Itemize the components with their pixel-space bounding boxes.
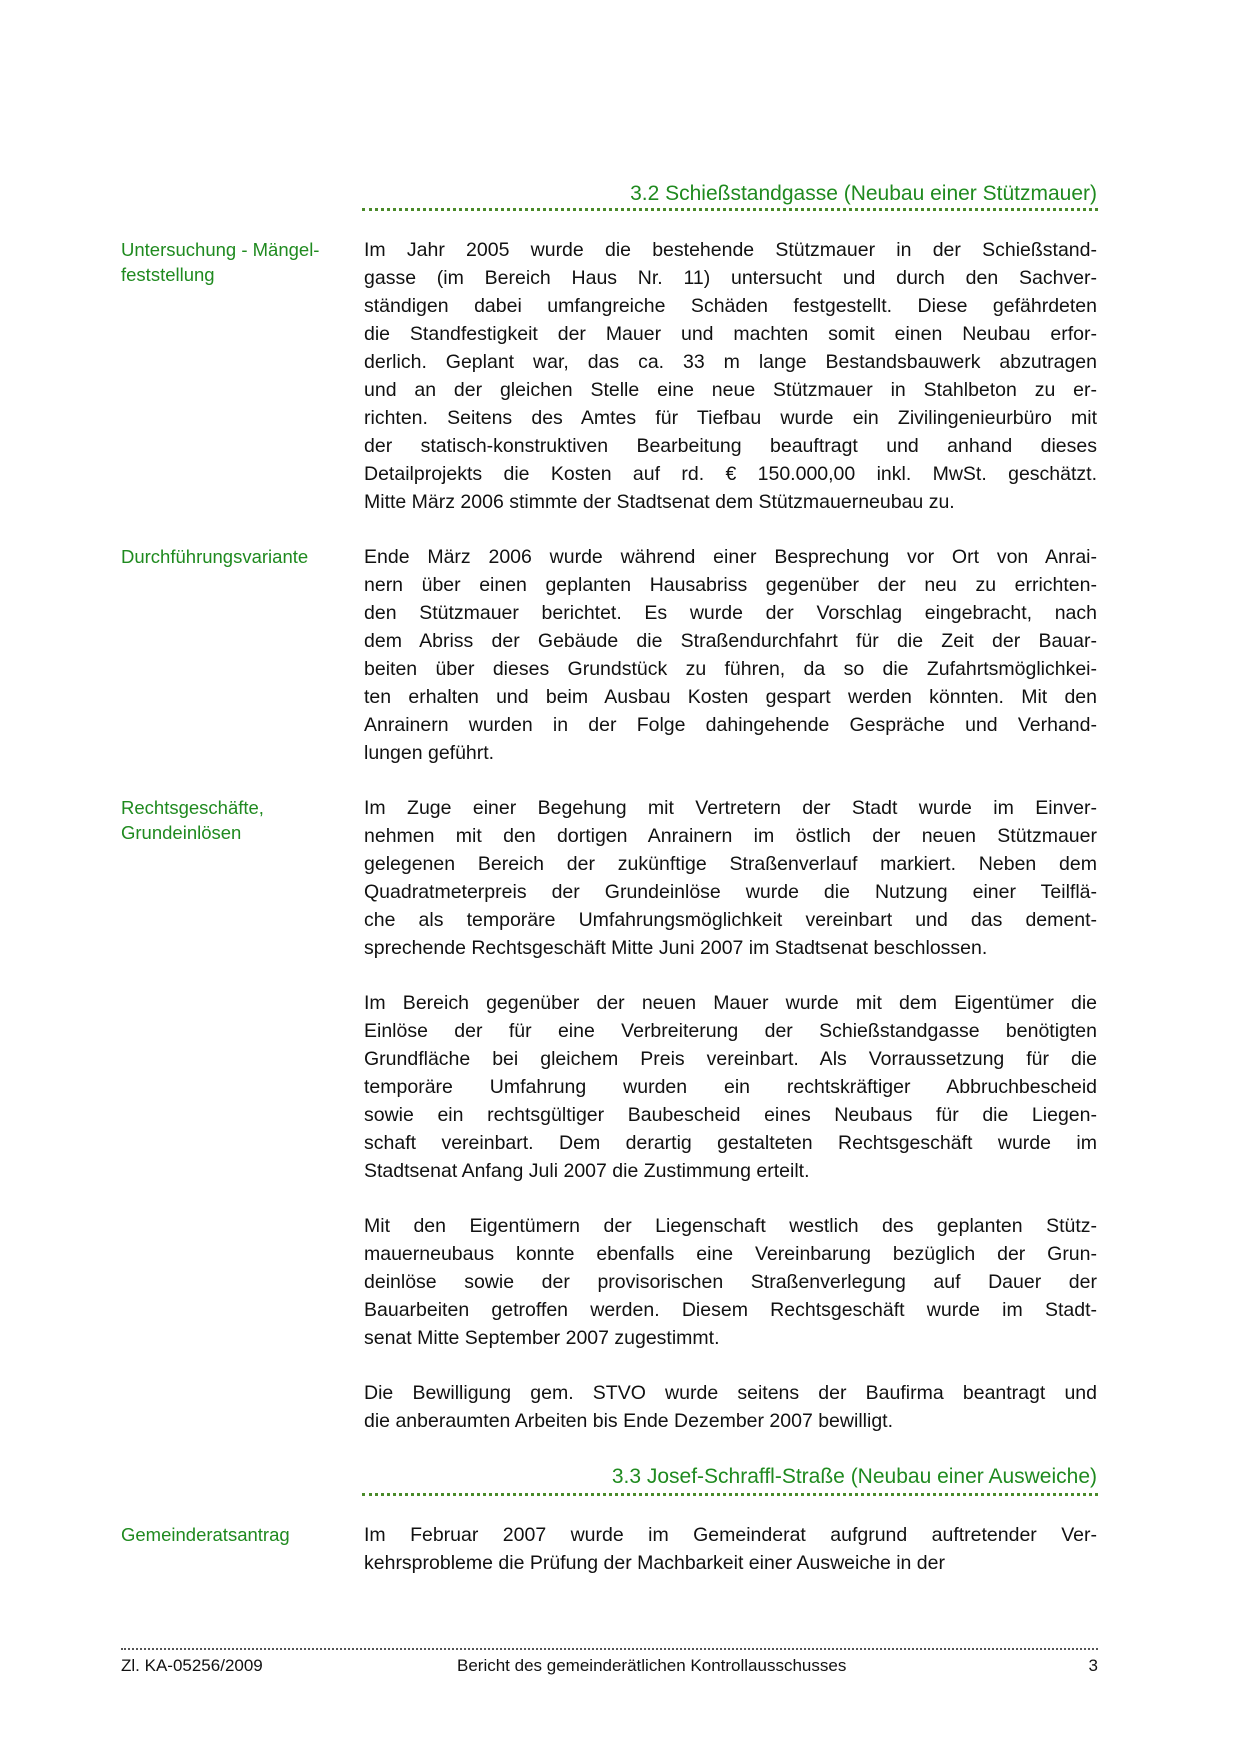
paragraph (364, 543, 1097, 767)
paragraph-line: die Standfestigkeit der Mauer und machten somit einen Neubau erfor- (364, 323, 1097, 345)
page-number: 3 (1088, 1656, 1098, 1675)
label-line: Gemeinderatsantrag (121, 1524, 290, 1545)
paragraph-line: Grundfläche bei gleichem Preis vereinbart. Als Vorraussetzung für die (364, 1048, 1097, 1070)
paragraph-line: sowie ein rechtsgültiger Baubescheid eines Neubaus für die Liegen- (364, 1104, 1097, 1126)
paragraph (364, 236, 1097, 516)
paragraph-line: Im Februar 2007 wurde im Gemeinderat aufgrund auftretender Ver- (364, 1524, 1097, 1546)
paragraph-line: dem Abriss der Gebäude die Straßendurchfahrt für die Zeit der Bauar- (364, 630, 1097, 652)
margin-label-gemeinderatsantrag (121, 1522, 351, 1547)
paragraph-line: deinlöse sowie der provisorischen Straßenverlegung auf Dauer der (364, 1271, 1097, 1293)
section-heading-3-2: 3.2 Schießstandgasse (Neubau einer Stützmauer) (630, 182, 1097, 205)
paragraph-line: senat Mitte September 2007 zugestimmt. (364, 1327, 720, 1349)
label-line: Durchführungsvariante (121, 546, 309, 567)
paragraph-line: temporäre Umfahrung wurden ein rechtskräftiger Abbruchbescheid (364, 1076, 1097, 1098)
paragraph (364, 1379, 1097, 1435)
paragraph-line: Bauarbeiten getroffen werden. Diesem Rechtsgeschäft wurde im Stadt- (364, 1299, 1097, 1321)
margin-label-durchfuehrungsvariante (121, 544, 351, 569)
paragraph-line: Im Zuge einer Begehung mit Vertretern der Stadt wurde im Einver- (364, 797, 1097, 819)
paragraph-line: Einlöse der für eine Verbreiterung der Schießstandgasse benötigten (364, 1020, 1097, 1042)
label-line: Rechtsgeschäfte, (121, 797, 264, 818)
paragraph (364, 989, 1097, 1185)
heading-divider (362, 1493, 1098, 1496)
paragraph-line: und an der gleichen Stelle eine neue Stützmauer in Stahlbeton zu er- (364, 379, 1097, 401)
paragraph-line: che als temporäre Umfahrungsmöglichkeit vereinbart und das dement- (364, 909, 1097, 931)
paragraph-line: Stadtsenat Anfang Juli 2007 die Zustimmung erteilt. (364, 1160, 810, 1182)
paragraph-line: lungen geführt. (364, 742, 495, 764)
footer-divider (121, 1648, 1098, 1650)
section-heading-3-3: 3.3 Josef-Schraffl-Straße (Neubau einer Ausweiche) (611, 1465, 1097, 1488)
paragraph-line: die anberaumten Arbeiten bis Ende Dezember 2007 bewilligt. (364, 1410, 893, 1432)
paragraph-line: gasse (im Bereich Haus Nr. 11) untersucht und durch den Sachver- (364, 267, 1097, 289)
paragraph-line: Im Jahr 2005 wurde die bestehende Stützmauer in der Schießstand- (364, 239, 1097, 261)
footer-title: Bericht des gemeinderätlichen Kontrollausschusses (457, 1656, 847, 1675)
paragraph-line: Detailprojekts die Kosten auf rd. € 150.000,00 inkl. MwSt. geschätzt. (364, 463, 1097, 485)
paragraph-line: gelegenen Bereich der zukünftige Straßenverlauf markiert. Neben dem (364, 853, 1097, 875)
footer-reference: Zl. KA-05256/2009 (121, 1656, 263, 1675)
paragraph-line: Mitte März 2006 stimmte der Stadtsenat dem Stützmauerneubau zu. (364, 491, 955, 513)
paragraph-line: richten. Seitens des Amtes für Tiefbau wurde ein Zivilingenieurbüro mit (364, 407, 1097, 429)
margin-label-untersuchung (121, 237, 351, 287)
paragraph-line: beiten über dieses Grundstück zu führen, da so die Zufahrtsmöglichkei- (364, 658, 1097, 680)
paragraph-line: schaft vereinbart. Dem derartig gestalteten Rechtsgeschäft wurde im (364, 1132, 1097, 1154)
paragraph-line: sprechende Rechtsgeschäft Mitte Juni 2007 im Stadtsenat beschlossen. (364, 937, 988, 959)
label-line: Grundeinlösen (121, 822, 242, 843)
paragraph-line: Anrainern wurden in der Folge dahingehende Gespräche und Verhand- (364, 714, 1097, 736)
label-line: feststellung (121, 264, 215, 285)
paragraph-line: den Stützmauer berichtet. Es wurde der Vorschlag eingebracht, nach (364, 602, 1097, 624)
paragraph (364, 1212, 1097, 1352)
paragraph-line: nern über einen geplanten Hausabriss gegenüber der neu zu errichten- (364, 574, 1097, 596)
paragraph-line: derlich. Geplant war, das ca. 33 m lange Bestandsbauwerk abzutragen (364, 351, 1097, 373)
paragraph-line: der statisch-konstruktiven Bearbeitung beauftragt und anhand dieses (364, 435, 1097, 457)
paragraph-line: Im Bereich gegenüber der neuen Mauer wurde mit dem Eigentümer die (364, 992, 1097, 1014)
paragraph-line: Quadratmeterpreis der Grundeinlöse wurde die Nutzung einer Teilflä- (364, 881, 1097, 903)
paragraph-line: Ende März 2006 wurde während einer Besprechung vor Ort von Anrai- (364, 546, 1097, 568)
margin-label-rechtsgeschaefte (121, 795, 351, 845)
paragraph-line: Mit den Eigentümern der Liegenschaft westlich des geplanten Stütz- (364, 1215, 1097, 1237)
paragraph-line: ten erhalten und beim Ausbau Kosten gespart werden könnten. Mit den (364, 686, 1097, 708)
paragraph (364, 1521, 1097, 1577)
heading-divider (362, 208, 1098, 211)
label-line: Untersuchung - Mängel- (121, 239, 320, 260)
paragraph-line: Die Bewilligung gem. STVO wurde seitens der Baufirma beantragt und (364, 1382, 1097, 1404)
paragraph-line: nehmen mit den dortigen Anrainern im östlich der neuen Stützmauer (364, 825, 1097, 847)
paragraph (364, 794, 1097, 962)
paragraph-line: mauerneubaus konnte ebenfalls eine Vereinbarung bezüglich der Grun- (364, 1243, 1097, 1265)
paragraph-line: kehrsprobleme die Prüfung der Machbarkeit einer Ausweiche in der (364, 1552, 945, 1574)
paragraph-line: ständigen dabei umfangreiche Schäden festgestellt. Diese gefährdeten (364, 295, 1097, 317)
